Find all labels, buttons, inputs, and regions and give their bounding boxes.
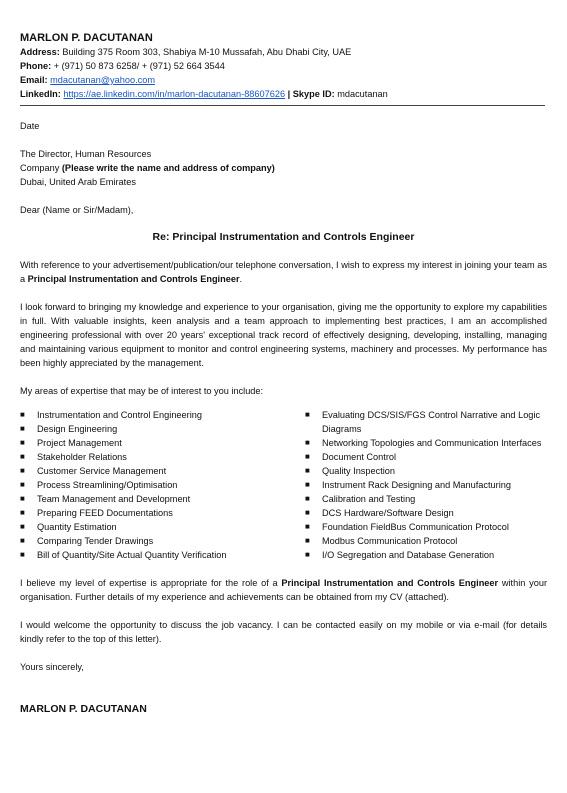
expertise-item-text: Stakeholder Relations (37, 452, 127, 462)
intro-paragraph (20, 258, 547, 286)
square-bullet-icon: ■ (20, 438, 25, 447)
email-label: Email: (20, 75, 48, 85)
intro-end: . (239, 274, 243, 284)
expertise-lists (20, 408, 547, 562)
expertise-item-text: Modbus Communication Protocol (322, 536, 458, 546)
expertise-list-item (305, 436, 545, 450)
expertise-item-text: Foundation FieldBus Communication Protocol (322, 522, 509, 532)
expertise-list-item (305, 520, 545, 534)
letter-date: Date (20, 121, 40, 131)
expertise-item-text: Preparing FEED Documentations (37, 508, 173, 518)
square-bullet-icon: ■ (20, 452, 25, 461)
recipient-company-instruction: (Please write the name and address of company) (61, 163, 275, 173)
fit-paragraph (20, 576, 547, 604)
intro-role: Principal Instrumentation and Controls Engineer (27, 274, 240, 284)
recipient-title: The Director, Human Resources (20, 149, 152, 159)
square-bullet-icon: ■ (305, 466, 310, 475)
expertise-item-text: DCS Hardware/Software Design (322, 508, 454, 518)
subject-line: Re: Principal Instrumentation and Controls Engineer (152, 231, 415, 243)
square-bullet-icon: ■ (305, 480, 310, 489)
email-line (20, 73, 547, 87)
expertise-list-item (305, 492, 545, 506)
phone-line (20, 59, 547, 73)
applicant-name: MARLON P. DACUTANAN (20, 32, 153, 44)
square-bullet-icon: ■ (305, 410, 310, 419)
square-bullet-icon: ■ (20, 424, 25, 433)
expertise-list-item (20, 492, 305, 506)
expertise-list-item (305, 548, 545, 562)
expertise-item-text: Comparing Tender Drawings (37, 536, 154, 546)
skype-label: | Skype ID: (287, 89, 335, 99)
expertise-item-text: Evaluating DCS/SIS/FGS Control Narrative and Logic Diagrams (322, 410, 541, 434)
linkedin-link[interactable]: https://ae.linkedin.com/in/marlon-dacutanan-88607626 (63, 89, 286, 99)
square-bullet-icon: ■ (305, 494, 310, 503)
skype-value: mdacutanan (337, 89, 388, 99)
expertise-list-item (20, 464, 305, 478)
expertise-item-text: Project Management (37, 438, 122, 448)
square-bullet-icon: ■ (305, 438, 310, 447)
experience-paragraph: I look forward to bringing my knowledge and experience to your organisation, giving me the opportunity to explore my capabilities in full. With valuable insights, keen analysis and a team approach to implementing best practices, I am an accomplished engineering professional with over 20 years' exceptional track record of effectively designing, developing, installing, managing and maintaining various equipment to monitor and control engineering systems, machinery and processes. My performance has been highly appreciated by the management. (20, 302, 547, 368)
closing: Yours sincerely, (20, 662, 84, 672)
expertise-item-text: Design Engineering (37, 424, 118, 434)
expertise-list-item (305, 408, 545, 436)
salutation: Dear (Name or Sir/Madam), (20, 205, 134, 215)
expertise-list-item (20, 408, 305, 422)
fit-role: Principal Instrumentation and Controls Engineer (281, 578, 499, 588)
expertise-list-item (305, 464, 545, 478)
square-bullet-icon: ■ (20, 410, 25, 419)
expertise-list-item (305, 506, 545, 520)
expertise-item-text: Bill of Quantity/Site Actual Quantity Verification (37, 550, 227, 560)
square-bullet-icon: ■ (305, 508, 310, 517)
email-link[interactable]: mdacutanan@yahoo.com (50, 75, 155, 85)
phone-label: Phone: (20, 61, 52, 71)
fit-end: within your organisation. Further details of my experience and achievements can be obtained from my CV (attached). (20, 578, 548, 602)
recipient-company (20, 161, 547, 175)
square-bullet-icon: ■ (305, 550, 310, 559)
recipient-company-label: Company (20, 163, 62, 173)
phone-value: + (971) 50 873 6258/ + (971) 52 664 3544 (53, 61, 225, 71)
expertise-intro: My areas of expertise that may be of interest to you include: (20, 386, 264, 396)
expertise-item-text: Instrumentation and Control Engineering (37, 410, 202, 420)
expertise-item-text: Networking Topologies and Communication Interfaces (322, 438, 542, 448)
recipient-location: Dubai, United Arab Emirates (20, 177, 136, 187)
expertise-list-item (305, 478, 545, 492)
address-label: Address: (20, 47, 60, 57)
recipient-block (20, 147, 547, 189)
expertise-item-text: Quantity Estimation (37, 522, 117, 532)
expertise-list-item (20, 478, 305, 492)
square-bullet-icon: ■ (20, 508, 25, 517)
expertise-list-item (20, 436, 305, 450)
square-bullet-icon: ■ (305, 452, 310, 461)
square-bullet-icon: ■ (20, 494, 25, 503)
header-divider (20, 105, 545, 106)
expertise-list-item (305, 450, 545, 464)
expertise-item-text: Process Streamlining/Optimisation (37, 480, 178, 490)
expertise-item-text: Calibration and Testing (322, 494, 416, 504)
address-value: Building 375 Room 303, Shabiya M-10 Mussafah, Abu Dhabi City, UAE (62, 47, 352, 57)
expertise-list-item (20, 422, 305, 436)
linkedin-line (20, 87, 547, 101)
fit-text: I believe my level of expertise is appropriate for the role of a (20, 578, 282, 588)
expertise-item-text: Quality Inspection (322, 466, 396, 476)
expertise-list-item (20, 520, 305, 534)
square-bullet-icon: ■ (305, 536, 310, 545)
expertise-list-right (305, 408, 545, 562)
address-line (20, 45, 547, 59)
square-bullet-icon: ■ (20, 466, 25, 475)
expertise-item-text: I/O Segregation and Database Generation (322, 550, 495, 560)
square-bullet-icon: ■ (305, 522, 310, 531)
cover-letter-page (0, 31, 567, 793)
square-bullet-icon: ■ (20, 522, 25, 531)
expertise-list-item (305, 534, 545, 548)
intro-text: With reference to your advertisement/publication/our telephone conversation, I wish to express my interest in joining your team as a (20, 260, 547, 284)
expertise-item-text: Instrument Rack Designing and Manufacturing (322, 480, 511, 490)
square-bullet-icon: ■ (20, 536, 25, 545)
expertise-item-text: Document Control (322, 452, 397, 462)
expertise-item-text: Team Management and Development (37, 494, 191, 504)
expertise-item-text: Customer Service Management (37, 466, 167, 476)
expertise-list-item (20, 534, 305, 548)
signature-name: MARLON P. DACUTANAN (20, 703, 147, 715)
expertise-list-item (20, 450, 305, 464)
expertise-list-left (20, 408, 305, 562)
expertise-list-item (20, 548, 305, 562)
contact-paragraph: I would welcome the opportunity to discuss the job vacancy. I can be contacted easily on my mobile or via e-mail (for details kindly refer to the top of this letter). (20, 620, 547, 644)
linkedin-label: LinkedIn: (20, 89, 61, 99)
expertise-list-item (20, 506, 305, 520)
square-bullet-icon: ■ (20, 480, 25, 489)
square-bullet-icon: ■ (20, 550, 25, 559)
